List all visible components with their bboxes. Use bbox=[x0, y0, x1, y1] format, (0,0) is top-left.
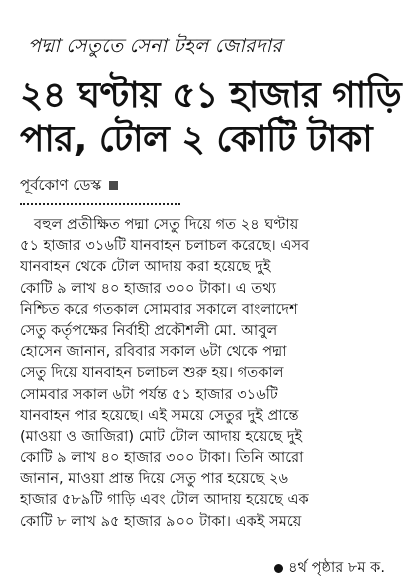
headline-line-2: পার, টোল ২ কোটি টাকা bbox=[20, 119, 373, 160]
dotted-divider bbox=[20, 203, 180, 205]
body-line: সেতু দিয়ে যানবাহন চলাচল শুরু হয়। গতকাল bbox=[20, 364, 284, 382]
body-line: কোটি ৯ লাখ ৪০ হাজার ৩০০ টাকা। এ তথ্য bbox=[20, 279, 276, 297]
body-line: জানান, মাওয়া প্রান্ত দিয়ে সেতু পার হয়েছে ২৬ bbox=[20, 470, 288, 488]
headline-line-1: ২৪ ঘণ্টায় ৫১ হাজার গাড়ি bbox=[20, 75, 402, 116]
bullet-dot-icon bbox=[274, 564, 283, 573]
body-line: কোটি ৯ লাখ ৪০ হাজার ৩০০ টাকা। তিনি আরো bbox=[20, 449, 304, 467]
body-line: যানবাহন পার হয়েছে। এই সময়ে সেতুর দুই প্রান্তে bbox=[20, 406, 299, 424]
continuation-jump bbox=[274, 558, 385, 578]
body-line: যানবাহন থেকে টোল আদায় করা হয়েছে দুই bbox=[20, 258, 271, 276]
body-line: হাজার ৫৮৯টি গাড়ি এবং টোল আদায় হয়েছে এক bbox=[20, 491, 309, 509]
body-line: বহুল প্রতীক্ষিত পদ্মা সেতু দিয়ে গত ২৪ ঘণ্টায় bbox=[34, 216, 299, 233]
body-line: সেতু কর্তৃপক্ষের নির্বাহী প্রকৌশলী মো. আবুল bbox=[20, 321, 278, 339]
body-line: (মাওয়া ও জাজিরা) মোট টোল আদায় হয়েছে দুই bbox=[20, 427, 303, 445]
continuation-text: ৪র্থ পৃষ্ঠার ৮ম ক. bbox=[288, 559, 385, 576]
body-line: নিশ্চিত করে গতকাল সোমবার সকালে বাংলাদেশ bbox=[20, 300, 298, 318]
body-line: সোমবার সকাল ৬টা পর্যন্ত ৫১ হাজার ৩১৬টি bbox=[20, 385, 278, 403]
byline: পূর্বকোণ ডেস্ক bbox=[20, 176, 102, 194]
article-body bbox=[20, 214, 386, 532]
square-bullet-icon bbox=[109, 181, 118, 190]
body-line: হোসেন জানান, রবিবার সকাল ৬টা থেকে পদ্মা bbox=[20, 343, 287, 361]
body-line: ৫১ হাজার ৩১৬টি যানবাহন চলাচল করেছে। এসব bbox=[20, 237, 310, 255]
body-line: কোটি ৮ লাখ ৯৫ হাজার ৯০০ টাকা। একই সময়ে bbox=[20, 512, 302, 530]
byline-row bbox=[20, 174, 118, 196]
kicker-headline: পদ্মা সেতুতে সেনা টহল জোরদার bbox=[28, 35, 283, 57]
